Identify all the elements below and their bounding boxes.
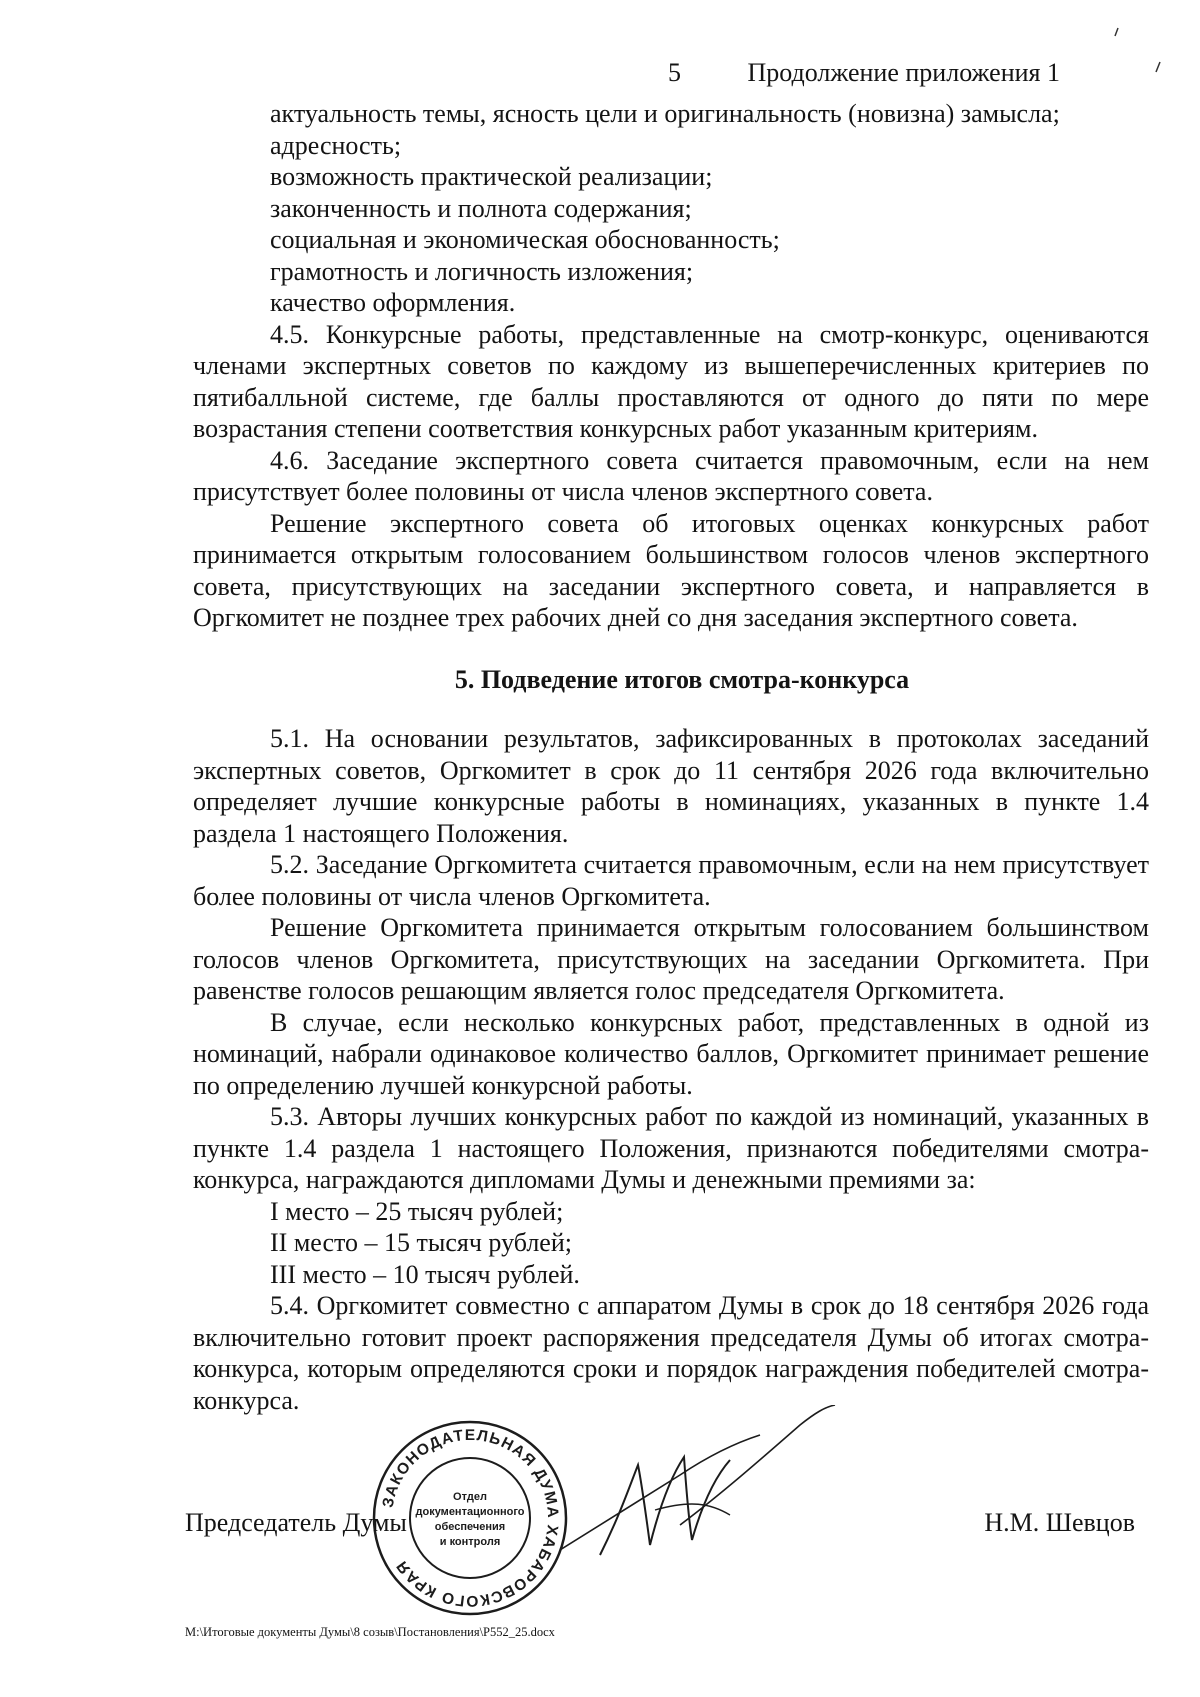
prize-item: III место – 10 тысяч рублей. — [270, 1259, 580, 1289]
paragraph-5-4: 5.4. Оргкомитет совместно с аппаратом Думы в срок до 18 сентября 2026 года включительно готовит проект распоряжения председателя Думы об итогах смотра-конкурса, которым определяются сроки и порядок награждения победителей смотра-конкурса. — [193, 1291, 1149, 1415]
page-number: 5 — [668, 58, 681, 87]
paragraph-orgcommittee-decision: Решение Оргкомитета принимается открытым голосованием большинством голосов членов Оргкомитета, присутствующих на заседании Оргкомитета. При равенстве голосов решающим является голос председателя Оргкомитета. — [193, 913, 1149, 1005]
paragraph-5-2: 5.2. Заседание Оргкомитета считается правомочным, если на нем присутствует более половины от числа членов Оргкомитета. — [193, 850, 1149, 911]
paragraph-5-3: 5.3. Авторы лучших конкурсных работ по каждой из номинаций, указанных в пункте 1.4 раздела 1 настоящего Положения, признаются победителями смотра-конкурса, награждаются дипломами Думы и денежными премиями за: — [193, 1102, 1149, 1194]
section-5-heading: 5. Подведение итогов смотра-конкурса — [454, 664, 910, 694]
criteria-item: социальная и экономическая обоснованность; — [270, 225, 780, 254]
prize-item: I место – 25 тысяч рублей; — [270, 1196, 564, 1226]
file-path-footer: M:\Итоговые документы Думы\8 созыв\Постановления\P552_25.docx — [185, 1625, 555, 1639]
signatory-name: Н.М. Шевцов — [984, 1508, 1135, 1537]
paragraph-4-5: 4.5. Конкурсные работы, представленные на смотр-конкурс, оцениваются членами экспертных советов по каждому из вышеперечисленных критериев по пятибалльной системе, где баллы проставляются от одного до пяти по мере возрастания степени соответствия конкурсных работ указанным критериям. — [193, 319, 1149, 443]
criteria-item: адресность; — [270, 130, 402, 160]
stamp-center-line: документационного — [415, 1506, 525, 1518]
paragraph-expert-decision: Решение экспертного совета об итоговых оценках конкурсных работ принимается открытым голосованием большинством голосов членов экспертного совета, присутствующих на заседании экспертного совета, и направляется в Оргкомитет не позднее трех рабочих дней со дня заседания экспертного совета. — [193, 508, 1149, 632]
paragraph-5-1: 5.1. На основании результатов, зафиксированных в протоколах заседаний экспертных советов, Оргкомитет в срок до 11 сентября 2026 года включительно определяет лучшие конкурсные работы в номинациях, указанных в пункте 1.4 раздела 1 настоящего Положения. — [193, 724, 1149, 848]
stamp-center-line: и контроля — [439, 1536, 501, 1548]
criteria-item: законченность и полнота содержания; — [270, 193, 692, 223]
criteria-item: актуальность темы, ясность цели и оригинальность (новизна) замысла; — [270, 99, 1060, 128]
criteria-item: возможность практической реализации; — [270, 162, 713, 191]
paragraph-4-6: 4.6. Заседание экспертного совета считается правомочным, если на нем присутствует более половины от числа членов экспертного совета. — [193, 445, 1149, 506]
paragraph-equal-scores: В случае, если несколько конкурсных работ, представленных в одной из номинаций, набрали одинаковое количество баллов, Оргкомитет принимает решение по определению лучшей конкурсной работы. — [193, 1007, 1149, 1100]
stamp-ring-text: ЗАКОНОДАТЕЛЬНАЯ ДУМА ХАБАРОВСКОГО КРАЯ — [379, 1426, 562, 1610]
signatory-position: Председатель Думы — [185, 1508, 407, 1537]
stamp-center-line: Отдел — [453, 1491, 487, 1503]
prize-item: II место – 15 тысяч рублей; — [270, 1228, 572, 1257]
continuation-note: Продолжение приложения 1 — [747, 58, 1060, 87]
criteria-item: качество оформления. — [270, 288, 516, 317]
stamp-center-line: обеспечения — [434, 1521, 506, 1533]
criteria-item: грамотность и логичность изложения; — [270, 256, 694, 286]
